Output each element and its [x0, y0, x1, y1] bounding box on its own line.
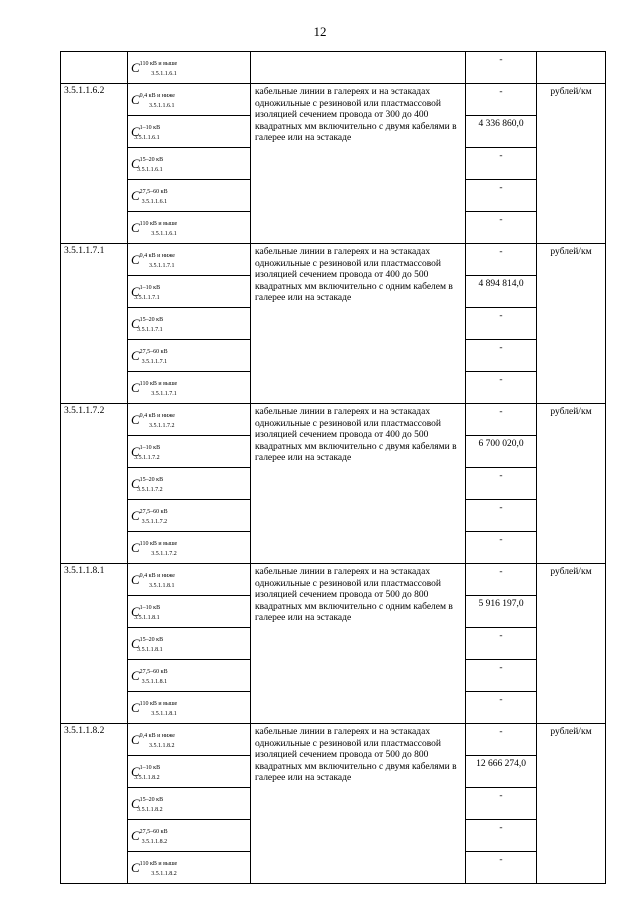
description-cell: кабельные линии в галереях и на эстакадах одножильные с резиновой или пластмассовой изоляцией сечением провода от 300 до 400 квадратных мм включительно с двумя кабелями в галерее или на эстакаде — [251, 84, 466, 244]
voltage-class: 0,4 кВ и ниже — [139, 732, 175, 739]
row-code-cell: 3.5.1.1.7.1 — [61, 244, 128, 404]
voltage-class: 15–20 кВ — [139, 476, 164, 483]
rate-symbol-cell — [128, 52, 251, 84]
rate-symbol-cell — [128, 180, 251, 212]
rate-symbol-letter: C — [131, 59, 140, 75]
rate-value-cell: - — [466, 852, 537, 884]
rate-symbol — [131, 379, 177, 396]
rate-symbol — [131, 91, 174, 108]
rate-symbol — [131, 539, 177, 556]
voltage-class: 110 кВ и выше — [139, 860, 178, 867]
rate-value-cell: - — [466, 84, 537, 116]
rate-symbol-letter: C — [131, 187, 140, 203]
rate-index: 3.5.1.1.8.1 — [137, 646, 163, 653]
rate-index: 3.5.1.1.7.1 — [148, 262, 175, 269]
rate-symbol-letter: C — [131, 859, 140, 875]
voltage-class: 27,5–60 кВ — [139, 668, 168, 675]
rate-symbol-letter: C — [131, 635, 140, 651]
rate-symbol-cell — [128, 148, 251, 180]
rate-index: 3.5.1.1.7.1 — [137, 326, 163, 333]
rate-symbol — [131, 59, 177, 76]
rate-value-cell: 5 916 197,0 — [466, 596, 537, 628]
rate-value-cell: - — [466, 340, 537, 372]
tariff-table-body — [61, 52, 606, 884]
rate-symbol-cell — [128, 468, 251, 500]
rate-symbol-cell — [128, 724, 251, 756]
rate-symbol-letter: C — [131, 283, 140, 299]
rate-symbol-cell — [128, 820, 251, 852]
rate-value-cell: - — [466, 52, 537, 84]
rate-index: 3.5.1.1.7.2 — [137, 486, 163, 493]
rate-symbol-letter: C — [131, 315, 140, 331]
voltage-class: 27,5–60 кВ — [139, 508, 168, 515]
unit-cell: рублей/км — [537, 84, 606, 244]
rate-symbol-cell — [128, 276, 251, 308]
row-code-cell — [61, 52, 128, 84]
rate-symbol — [131, 347, 167, 364]
rate-index: 3.5.1.1.8.1 — [134, 614, 160, 621]
rate-index: 3.5.1.1.6.1 — [151, 70, 177, 77]
rate-symbol-cell — [128, 244, 251, 276]
rate-symbol — [131, 507, 167, 524]
voltage-class: 1–10 кВ — [139, 764, 161, 771]
voltage-class: 1–10 кВ — [139, 284, 161, 291]
rate-symbol — [131, 667, 167, 684]
rate-value-cell: - — [466, 628, 537, 660]
voltage-class: 1–10 кВ — [139, 124, 161, 131]
unit-cell: рублей/км — [537, 404, 606, 564]
unit-cell — [537, 52, 606, 84]
rate-symbol-cell — [128, 692, 251, 724]
rate-index: 3.5.1.1.8.1 — [151, 710, 177, 717]
rate-value-cell: - — [466, 180, 537, 212]
voltage-class: 0,4 кВ и ниже — [139, 572, 175, 579]
row-code-cell: 3.5.1.1.8.1 — [61, 564, 128, 724]
rate-index: 3.5.1.1.8.2 — [148, 742, 175, 749]
rate-symbol-cell — [128, 308, 251, 340]
rate-value-cell: 4 894 814,0 — [466, 276, 537, 308]
rate-symbol-cell — [128, 372, 251, 404]
rate-symbol — [131, 603, 160, 620]
rate-value-cell: - — [466, 820, 537, 852]
rate-index: 3.5.1.1.6.1 — [151, 230, 177, 237]
table-row — [61, 404, 606, 436]
rate-index: 3.5.1.1.6.1 — [137, 166, 163, 173]
unit-cell: рублей/км — [537, 244, 606, 404]
rate-symbol-letter: C — [131, 251, 140, 267]
rate-symbol — [131, 155, 163, 172]
rate-symbol-cell — [128, 116, 251, 148]
rate-value-cell: 6 700 020,0 — [466, 436, 537, 468]
rate-index: 3.5.1.1.8.2 — [151, 870, 177, 877]
rate-symbol-letter: C — [131, 379, 140, 395]
rate-value-cell: - — [466, 308, 537, 340]
page-number: 12 — [313, 24, 327, 39]
rate-index: 3.5.1.1.6.1 — [134, 134, 160, 141]
rate-index: 3.5.1.1.7.1 — [134, 294, 160, 301]
rate-symbol-letter: C — [131, 91, 140, 107]
rate-value-cell: - — [466, 500, 537, 532]
rate-symbol-cell — [128, 628, 251, 660]
rate-symbol-cell — [128, 84, 251, 116]
voltage-class: 0,4 кВ и ниже — [139, 412, 175, 419]
description-cell: кабельные линии в галереях и на эстакадах одножильные с резиновой или пластмассовой изоляцией сечением провода от 500 до 800 квадратных мм включительно с двумя кабелями в галерее или на эстакаде — [251, 724, 466, 884]
rate-symbol-cell — [128, 436, 251, 468]
rate-value-cell: - — [466, 692, 537, 724]
rate-symbol — [131, 251, 174, 268]
rate-symbol — [131, 123, 160, 140]
voltage-class: 0,4 кВ и ниже — [139, 252, 175, 259]
voltage-class: 110 кВ и выше — [139, 380, 178, 387]
row-code-cell: 3.5.1.1.8.2 — [61, 724, 128, 884]
voltage-class: 27,5–60 кВ — [139, 348, 168, 355]
rate-symbol — [131, 571, 174, 588]
tariff-table — [60, 51, 606, 884]
rate-symbol — [131, 827, 167, 844]
description-cell: кабельные линии в галереях и на эстакадах одножильные с резиновой или пластмассовой изоляцией сечением провода от 400 до 500 квадратных мм включительно с одним кабелем в галерее или на эстакаде — [251, 244, 466, 404]
rate-symbol — [131, 315, 163, 332]
rate-symbol-letter: C — [131, 443, 140, 459]
rate-symbol — [131, 187, 167, 204]
rate-symbol-letter: C — [131, 539, 140, 555]
voltage-class: 1–10 кВ — [139, 604, 161, 611]
rate-value-cell: 12 666 274,0 — [466, 756, 537, 788]
voltage-class: 15–20 кВ — [139, 796, 164, 803]
rate-index: 3.5.1.1.8.2 — [137, 806, 163, 813]
voltage-class: 15–20 кВ — [139, 636, 164, 643]
description-cell: кабельные линии в галереях и на эстакадах одножильные с резиновой или пластмассовой изоляцией сечением провода от 400 до 500 квадратных мм включительно с двумя кабелями в галерее или на эстакаде — [251, 404, 466, 564]
rate-symbol-cell — [128, 532, 251, 564]
rate-symbol — [131, 443, 160, 460]
table-row — [61, 244, 606, 276]
rate-value-cell: - — [466, 724, 537, 756]
table-row — [61, 52, 606, 84]
rate-symbol-cell — [128, 340, 251, 372]
rate-index: 3.5.1.1.7.2 — [134, 454, 160, 461]
rate-index: 3.5.1.1.8.2 — [141, 838, 168, 845]
rate-index: 3.5.1.1.7.2 — [151, 550, 177, 557]
rate-symbol-letter: C — [131, 123, 140, 139]
rate-value-cell: - — [466, 212, 537, 244]
rate-symbol — [131, 475, 163, 492]
rate-index: 3.5.1.1.7.2 — [148, 422, 175, 429]
rate-symbol-letter: C — [131, 155, 140, 171]
voltage-class: 1–10 кВ — [139, 444, 161, 451]
description-cell: кабельные линии в галереях и на эстакадах одножильные с резиновой или пластмассовой изоляцией сечением провода от 500 до 800 квадратных мм включительно с одним кабелем в галерее или на эстакаде — [251, 564, 466, 724]
rate-symbol-letter: C — [131, 827, 140, 843]
voltage-class: 15–20 кВ — [139, 316, 164, 323]
rate-index: 3.5.1.1.6.1 — [148, 102, 175, 109]
voltage-class: 110 кВ и выше — [139, 540, 178, 547]
voltage-class: 15–20 кВ — [139, 156, 164, 163]
voltage-class: 110 кВ и выше — [139, 700, 178, 707]
rate-symbol-letter: C — [131, 347, 140, 363]
rate-symbol-letter: C — [131, 571, 140, 587]
rate-symbol — [131, 219, 177, 236]
row-code-cell: 3.5.1.1.7.2 — [61, 404, 128, 564]
rate-symbol-letter: C — [131, 731, 140, 747]
rate-value-cell: - — [466, 564, 537, 596]
rate-index: 3.5.1.1.6.1 — [141, 198, 168, 205]
rate-symbol-letter: C — [131, 699, 140, 715]
rate-symbol-cell — [128, 404, 251, 436]
rate-value-cell: - — [466, 660, 537, 692]
rate-symbol-cell — [128, 212, 251, 244]
rate-value-cell: 4 336 860,0 — [466, 116, 537, 148]
rate-index: 3.5.1.1.7.1 — [151, 390, 177, 397]
rate-symbol — [131, 763, 160, 780]
rate-value-cell: - — [466, 244, 537, 276]
voltage-class: 0,4 кВ и ниже — [139, 92, 175, 99]
rate-value-cell: - — [466, 372, 537, 404]
unit-cell: рублей/км — [537, 724, 606, 884]
rate-value-cell: - — [466, 148, 537, 180]
rate-symbol-letter: C — [131, 219, 140, 235]
rate-index: 3.5.1.1.8.2 — [134, 774, 160, 781]
rate-symbol-cell — [128, 852, 251, 884]
rate-symbol — [131, 795, 163, 812]
table-row — [61, 84, 606, 116]
rate-symbol-cell — [128, 500, 251, 532]
voltage-class: 110 кВ и выше — [139, 220, 178, 227]
rate-symbol — [131, 699, 177, 716]
row-code-cell: 3.5.1.1.6.2 — [61, 84, 128, 244]
rate-symbol-cell — [128, 756, 251, 788]
voltage-class: 27,5–60 кВ — [139, 188, 168, 195]
rate-value-cell: - — [466, 468, 537, 500]
rate-symbol — [131, 283, 160, 300]
rate-symbol-letter: C — [131, 667, 140, 683]
rate-symbol-cell — [128, 660, 251, 692]
voltage-class: 27,5–60 кВ — [139, 828, 168, 835]
rate-symbol-letter: C — [131, 507, 140, 523]
rate-value-cell: - — [466, 404, 537, 436]
rate-symbol-cell — [128, 564, 251, 596]
description-cell — [251, 52, 466, 84]
rate-symbol — [131, 411, 174, 428]
rate-symbol — [131, 731, 174, 748]
rate-symbol-letter: C — [131, 411, 140, 427]
rate-symbol-letter: C — [131, 603, 140, 619]
voltage-class: 110 кВ и выше — [139, 60, 178, 67]
rate-symbol-letter: C — [131, 475, 140, 491]
table-row — [61, 724, 606, 756]
rate-index: 3.5.1.1.7.1 — [141, 358, 168, 365]
rate-symbol — [131, 635, 163, 652]
table-row — [61, 564, 606, 596]
rate-index: 3.5.1.1.8.1 — [148, 582, 175, 589]
rate-symbol-cell — [128, 788, 251, 820]
rate-index: 3.5.1.1.8.1 — [141, 678, 168, 685]
rate-symbol-cell — [128, 596, 251, 628]
rate-symbol-letter: C — [131, 763, 140, 779]
rate-symbol — [131, 859, 177, 876]
unit-cell: рублей/км — [537, 564, 606, 724]
rate-value-cell: - — [466, 788, 537, 820]
rate-index: 3.5.1.1.7.2 — [141, 518, 168, 525]
rate-value-cell: - — [466, 532, 537, 564]
rate-symbol-letter: C — [131, 795, 140, 811]
